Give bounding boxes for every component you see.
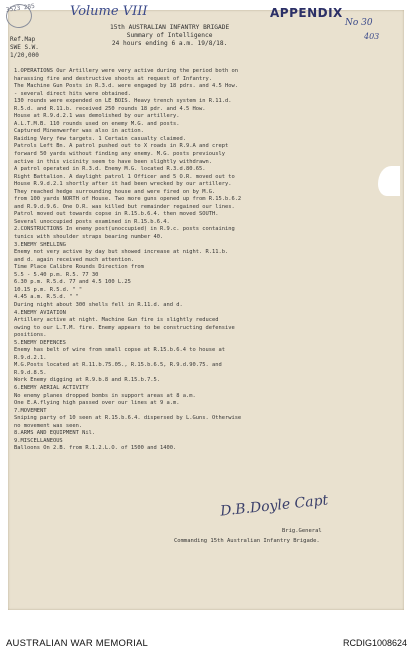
report-line: M.G.Posts located at R.11.b.75.05., R.15.b.6.5, R.9.d.90.75. and <box>14 362 222 369</box>
report-line: tunics with shoulder straps bearing number 40. <box>14 234 164 241</box>
report-line: and d. again received much attention. <box>14 256 135 263</box>
archive-name: AUSTRALIAN WAR MEMORIAL <box>6 638 149 649</box>
report-line: Sniping party of 10 seen at R.15.b.6.4. dispersed by L.Guns. Otherwise <box>14 415 242 422</box>
handwritten-signature: D.B.Doyle Capt <box>219 492 329 520</box>
report-line: and R.9.d.9.6. One O.R. was killed but remainder regained our lines. <box>14 203 235 210</box>
report-line: 4.45 a.m. R.5.d. " " <box>14 294 79 301</box>
report-line: Right Battalion. A daylight patrol 1 Officer and 5 O.R. moved out to <box>14 173 235 180</box>
folio-annotation: No 30 <box>345 18 373 28</box>
report-line: The Machine Gun Posts in R.3.d. were engaged by 18 pdrs. and 4.5 How. <box>14 83 238 90</box>
report-line: 2.CONSTRUCTIONS In enemy post(unoccupied) in R.9.c. posts containing <box>14 226 235 233</box>
report-body <box>14 68 382 453</box>
report-line: positions. <box>14 332 47 339</box>
report-line: 10.15 p.m. R.5.d. " " <box>14 286 83 293</box>
report-line: 130 rounds were expended on LE BOIS. Heavy trench system in R.11.d. <box>14 98 232 105</box>
report-line: They reached hedge surrounding house and were fired on by M.G. <box>14 188 216 195</box>
report-line: House at R.9.d.2.1 was demolished by our artillery. <box>14 113 180 120</box>
folio-number: 403 <box>364 32 380 41</box>
reference-line: Ref.Map <box>10 36 36 43</box>
signature-title: Commanding 15th Australian Infantry Brigade. <box>174 538 320 544</box>
paper-tear <box>378 166 400 196</box>
report-line: During night about 300 shells fell in R.11.d. and d. <box>14 301 183 308</box>
report-line: Work Enemy digging at R.9.b.8 and R.15.b.7.5. <box>14 377 161 384</box>
signature-rank: Brig.General <box>282 528 322 534</box>
report-line: harassing fire and destructive shoots at request of Infantry. <box>14 75 212 82</box>
report-line: Captured Minenwerfer was also in action. <box>14 128 144 135</box>
report-line: Patrol moved out towards copse in R.15.b.6.4. then moved SOUTH. <box>14 211 219 218</box>
report-line: 8.ARMS AND EQUIPMENT Nil. <box>14 430 96 437</box>
report-line: 5.ENEMY DEFENCES <box>14 339 66 346</box>
report-line: 4.ENEMY AVIATION <box>14 309 66 316</box>
report-line: Artillery active at night. Machine Gun fire is slightly reduced <box>14 317 219 324</box>
heading-line: 15th AUSTRALIAN INFANTRY BRIGADE <box>110 24 230 31</box>
report-line: 5.5 - 5.40 p.m. R.5. 77 30 <box>14 271 99 278</box>
appendix-stamp: APPENDIX <box>270 6 343 20</box>
report-line: Time Place Calibre Rounds Direction from <box>14 264 144 271</box>
stamp-text: 3523 285 <box>5 2 36 14</box>
report-line: from 100 yards NORTH of House. Two more guns opened up from R.15.b.6.2 <box>14 196 242 203</box>
report-line: Raiding Very few targets. 1 Certain casualty claimed. <box>14 135 187 142</box>
report-line: Enemy has belt of wire from small copse at R.15.b.6.4 to house at <box>14 347 225 354</box>
report-line: forward 50 yards without finding any enemy. M.G. posts previously <box>14 151 225 158</box>
report-line: Several unoccupied posts examined in R.15.b.6.4. <box>14 218 170 225</box>
report-line: Balloons On 2.B. from R.1.2.L.O. of 1500 and 1400. <box>14 445 177 452</box>
report-line: 6.30 p.m. R.5.d. 77 and 4.5 100 L.25 <box>14 279 131 286</box>
report-line: R.5.d. and R.11.b. received 250 rounds 18 pdr. and 4.5 How. <box>14 105 206 112</box>
report-line: R.9.d.8.5. <box>14 369 47 376</box>
document-heading <box>110 24 229 48</box>
report-line: 6.ENEMY AERIAL ACTIVITY <box>14 384 89 391</box>
report-line: no movement was seen. <box>14 422 83 429</box>
map-reference <box>10 36 39 60</box>
report-line: Patrols Left Bn. A patrol pushed out to X roads in R.9.A and crept <box>14 143 229 150</box>
report-line: 3.ENEMY SHELLING <box>14 241 66 248</box>
report-line: 9.MISCELLANEOUS <box>14 437 63 444</box>
volume-annotation: Volume VIII <box>70 4 148 19</box>
report-line: 7.MOVEMENT <box>14 407 47 414</box>
heading-line: 24 hours ending 6 a.m. 19/8/18. <box>111 40 228 47</box>
report-line: A patrol operated in R.3.d. Enemy M.G. located R.3.d.80.65. <box>14 166 206 173</box>
heading-line: Summary of Intelligence <box>126 32 213 39</box>
report-line: A.L.T.M.B. 110 rounds used on enemy M.G. and posts. <box>14 120 180 127</box>
report-line: One E.A.flying high passed over our lines at 9 a.m. <box>14 400 180 407</box>
report-line: House R.9.d.2.1 shortly after it had been wrecked by our artillery. <box>14 181 232 188</box>
report-line: owing to our L.T.M. fire. Enemy appears to be constructing defensive <box>14 324 235 331</box>
report-line: 1.OPERATIONS Our Artillery were very active during the period both on <box>14 68 238 74</box>
reference-line: 1/20,000 <box>10 52 39 59</box>
report-line: active in this vicinity seem to have been slightly withdrawn. <box>14 158 212 165</box>
report-line: No enemy planes dropped bombs in support areas at 8 a.m. <box>14 392 196 399</box>
report-line: - several direct hits were obtained. <box>14 90 131 97</box>
report-line: Enemy not very active by day but showed increase at night. R.11.b. <box>14 249 229 256</box>
archive-id: RCDIG1008624 <box>342 638 407 648</box>
reference-line: SWE S.W. <box>10 44 39 51</box>
report-line: R.9.d.2.1. <box>14 354 47 361</box>
